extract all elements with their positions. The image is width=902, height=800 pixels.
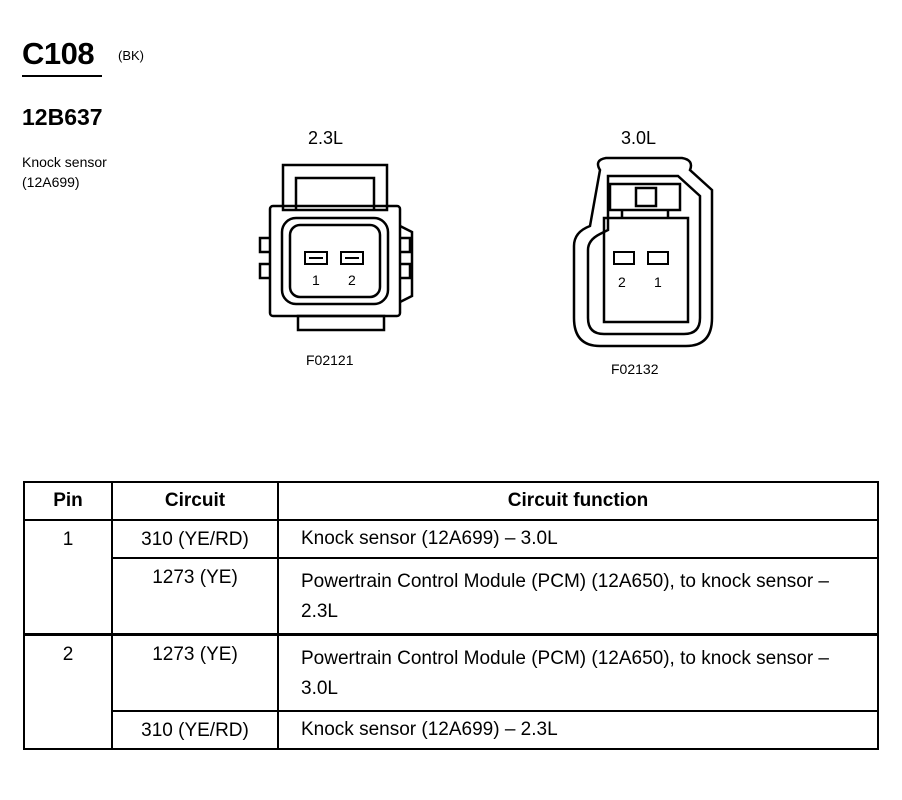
view-label-2-3l: 2.3L: [308, 128, 344, 148]
pin-cavities-2-3l: [305, 252, 363, 264]
table-row: [24, 558, 878, 635]
header-circuit-function: Circuit function: [278, 482, 878, 520]
pin-number-2-3l-left: 1: [312, 272, 320, 288]
header-pin: Pin: [24, 482, 112, 520]
circuit-cell: 310 (YE/RD): [112, 520, 278, 558]
component-name-line2: (12A699): [22, 174, 80, 190]
circuit-cell: 1273 (YE): [112, 635, 278, 712]
connector-id: C108: [22, 36, 95, 71]
connector-color-code: (BK): [118, 48, 144, 63]
pin-number-3-0l-left: 2: [618, 274, 626, 290]
pin-cell: 2: [24, 635, 112, 712]
circuit-cell: 1273 (YE): [112, 558, 278, 635]
view-label-3-0l: 3.0L: [621, 128, 657, 148]
connector-face-2-3l: [260, 165, 412, 330]
figure-code-3-0l: F02132: [611, 361, 659, 377]
function-cell: Powertrain Control Module (PCM) (12A650), to knock sensor – 3.0L: [278, 635, 878, 712]
pin-cell: [24, 711, 112, 749]
function-cell: Knock sensor (12A699) – 3.0L: [278, 520, 878, 558]
header-circuit: Circuit: [112, 482, 278, 520]
pin-number-3-0l-right: 1: [654, 274, 662, 290]
connector-face-3-0l: [574, 158, 712, 346]
figure-code-2-3l: F02121: [306, 352, 354, 368]
table-row: [24, 635, 878, 712]
function-cell: Knock sensor (12A699) – 2.3L: [278, 711, 878, 749]
table-header-row: [24, 482, 878, 520]
component-name-line1: Knock sensor: [22, 154, 107, 170]
table-row: [24, 520, 878, 558]
circuit-cell: 310 (YE/RD): [112, 711, 278, 749]
pin-table: [23, 481, 879, 750]
pin-cavities-3-0l: [614, 252, 668, 264]
pin-number-2-3l-right: 2: [348, 272, 356, 288]
pin-cell: [24, 558, 112, 635]
part-number: 12B637: [22, 104, 103, 130]
pin-cell: 1: [24, 520, 112, 558]
function-cell: Powertrain Control Module (PCM) (12A650), to knock sensor – 2.3L: [278, 558, 878, 635]
table-row: [24, 711, 878, 749]
